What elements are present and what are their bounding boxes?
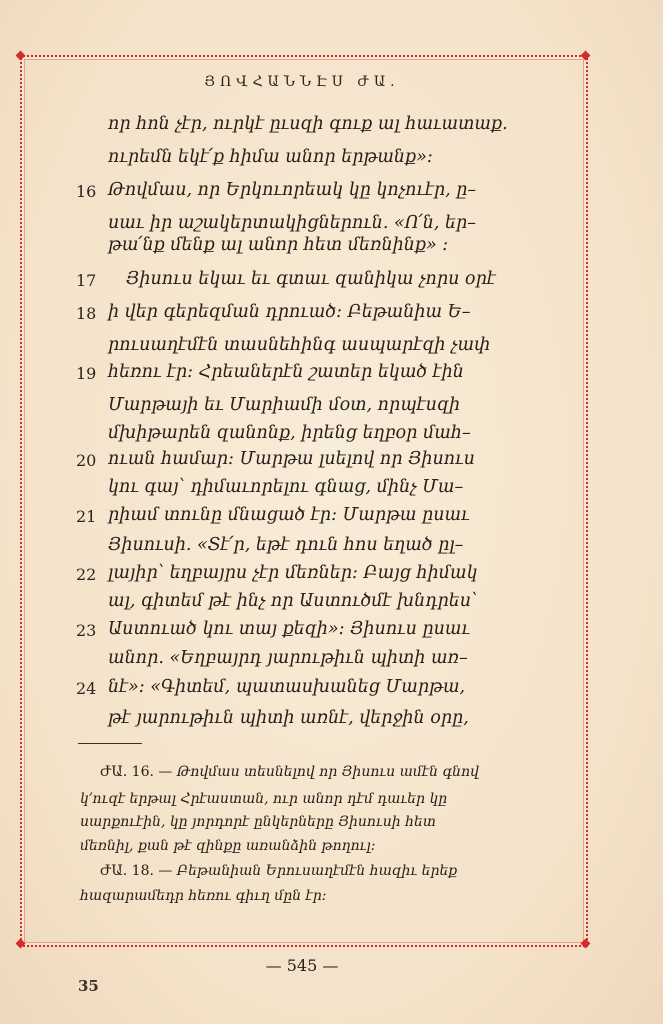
verse-number: 17 [76, 271, 97, 290]
verse-number: 20 [76, 451, 97, 470]
verse-number: 21 [76, 507, 97, 526]
verse-number: 22 [76, 565, 97, 584]
text-line: որ հոն չէր, ուրկէ ըւսզի գուք ալ հաւատաք. [108, 114, 508, 134]
text-line: ի վեր գերեզման դրուած: Բեթանիա Ե– [108, 302, 471, 322]
text-line: ալ, գիտեմ թէ ինչ որ Աստուծմէ խնդրես՝ [108, 591, 478, 611]
running-head: ՅՈՎՀԱՆՆԷՍ ԺԱ. [204, 74, 400, 90]
text-line: թա՛նք մենք ալ անոր հետ մեռնինք» : [108, 235, 449, 255]
text-line: անոր. «Եղբայրդ յարութիւն պիտի առ– [108, 648, 468, 668]
footnote-line: մեռնիլ, քան թէ զինքը առանձին թողուլ: [80, 838, 376, 854]
footnote-line: սարքուէին, կը յորդորէ ընկերները Յիսուսի հետ [80, 814, 436, 830]
text-line: նէ»: «Գիտեմ, պատասխանեց Մարթա, [108, 677, 466, 697]
text-line: մխիթարեն զանոնք, իրենց եղբօր մահ– [108, 423, 471, 443]
footnote-line: հազարամեդր հեռու գիւղ մըն էր: [80, 888, 327, 904]
footnote-ref: ԺԱ. 18. [100, 863, 154, 879]
footnote-ref: ԺԱ. 16. [100, 764, 154, 780]
text-line: րուսաղէմէն տասնեհինգ ասպարէզի չափ [108, 335, 491, 355]
text-line: ուան համար: Մարթա լսելով որ Յիսուս [108, 449, 475, 469]
text-line: կու գայ՝ դիմաւորելու գնաց, մինչ Մա– [108, 477, 464, 497]
verse-number: 24 [76, 679, 97, 698]
verse-number: 18 [76, 304, 97, 323]
verse-number: 23 [76, 621, 97, 640]
footnote-line: ԺԱ. 18. — Բեթանիան Երուսաղէմէն հազիւ երեք [100, 863, 458, 879]
text-line: թէ յարութիւն պիտի առնէ, վերջին օրը, [108, 708, 469, 728]
text-line: ուրեմն եկէ՛ք հիմա անոր երթանք»: [108, 147, 433, 167]
signature-mark: 35 [78, 977, 99, 995]
text-line: Մարթայի եւ Մարիամի մօտ, որպէսզի [108, 395, 461, 415]
verse-number: 16 [76, 182, 97, 201]
text-line: հեռու էր: Հրեաներէն շատեր եկած էին [108, 362, 464, 382]
text-line: րիամ տունը մնացած էր: Մարթա ըսաւ [108, 505, 470, 525]
text-line: Աստուած կու տայ քեզի»: Յիսուս ըսաւ [108, 619, 470, 639]
footnote-line: կ՚ուզէ երթալ Հրէաստան, ուր անոր դէմ դաւեր կը [80, 791, 448, 807]
text-line: Յիսուսի. «Տէ՛ր, եթէ դուն հոս եղած ըլ– [108, 535, 464, 555]
text-line: լայիր՝ եղբայրս չէր մեռներ: Բայց հիմակ [108, 563, 478, 583]
footnote-rule [78, 743, 142, 744]
verse-number: 19 [76, 364, 97, 383]
text-line: սաւ իր աշակերտակիցներուն. «Ո՛ն, եր– [108, 213, 476, 233]
text-line: Թովմաս, որ Երկուորեակ կը կոչուէր, ը– [108, 180, 477, 200]
footnote-line: ԺԱ. 16. — Թովմաս տեսնելով որ Յիսուս ամէն գնով [100, 764, 479, 780]
page-number: — 545 — [265, 956, 339, 975]
text-line: Յիսուս եկաւ եւ գտաւ զանիկա չորս օրէ [126, 269, 496, 289]
